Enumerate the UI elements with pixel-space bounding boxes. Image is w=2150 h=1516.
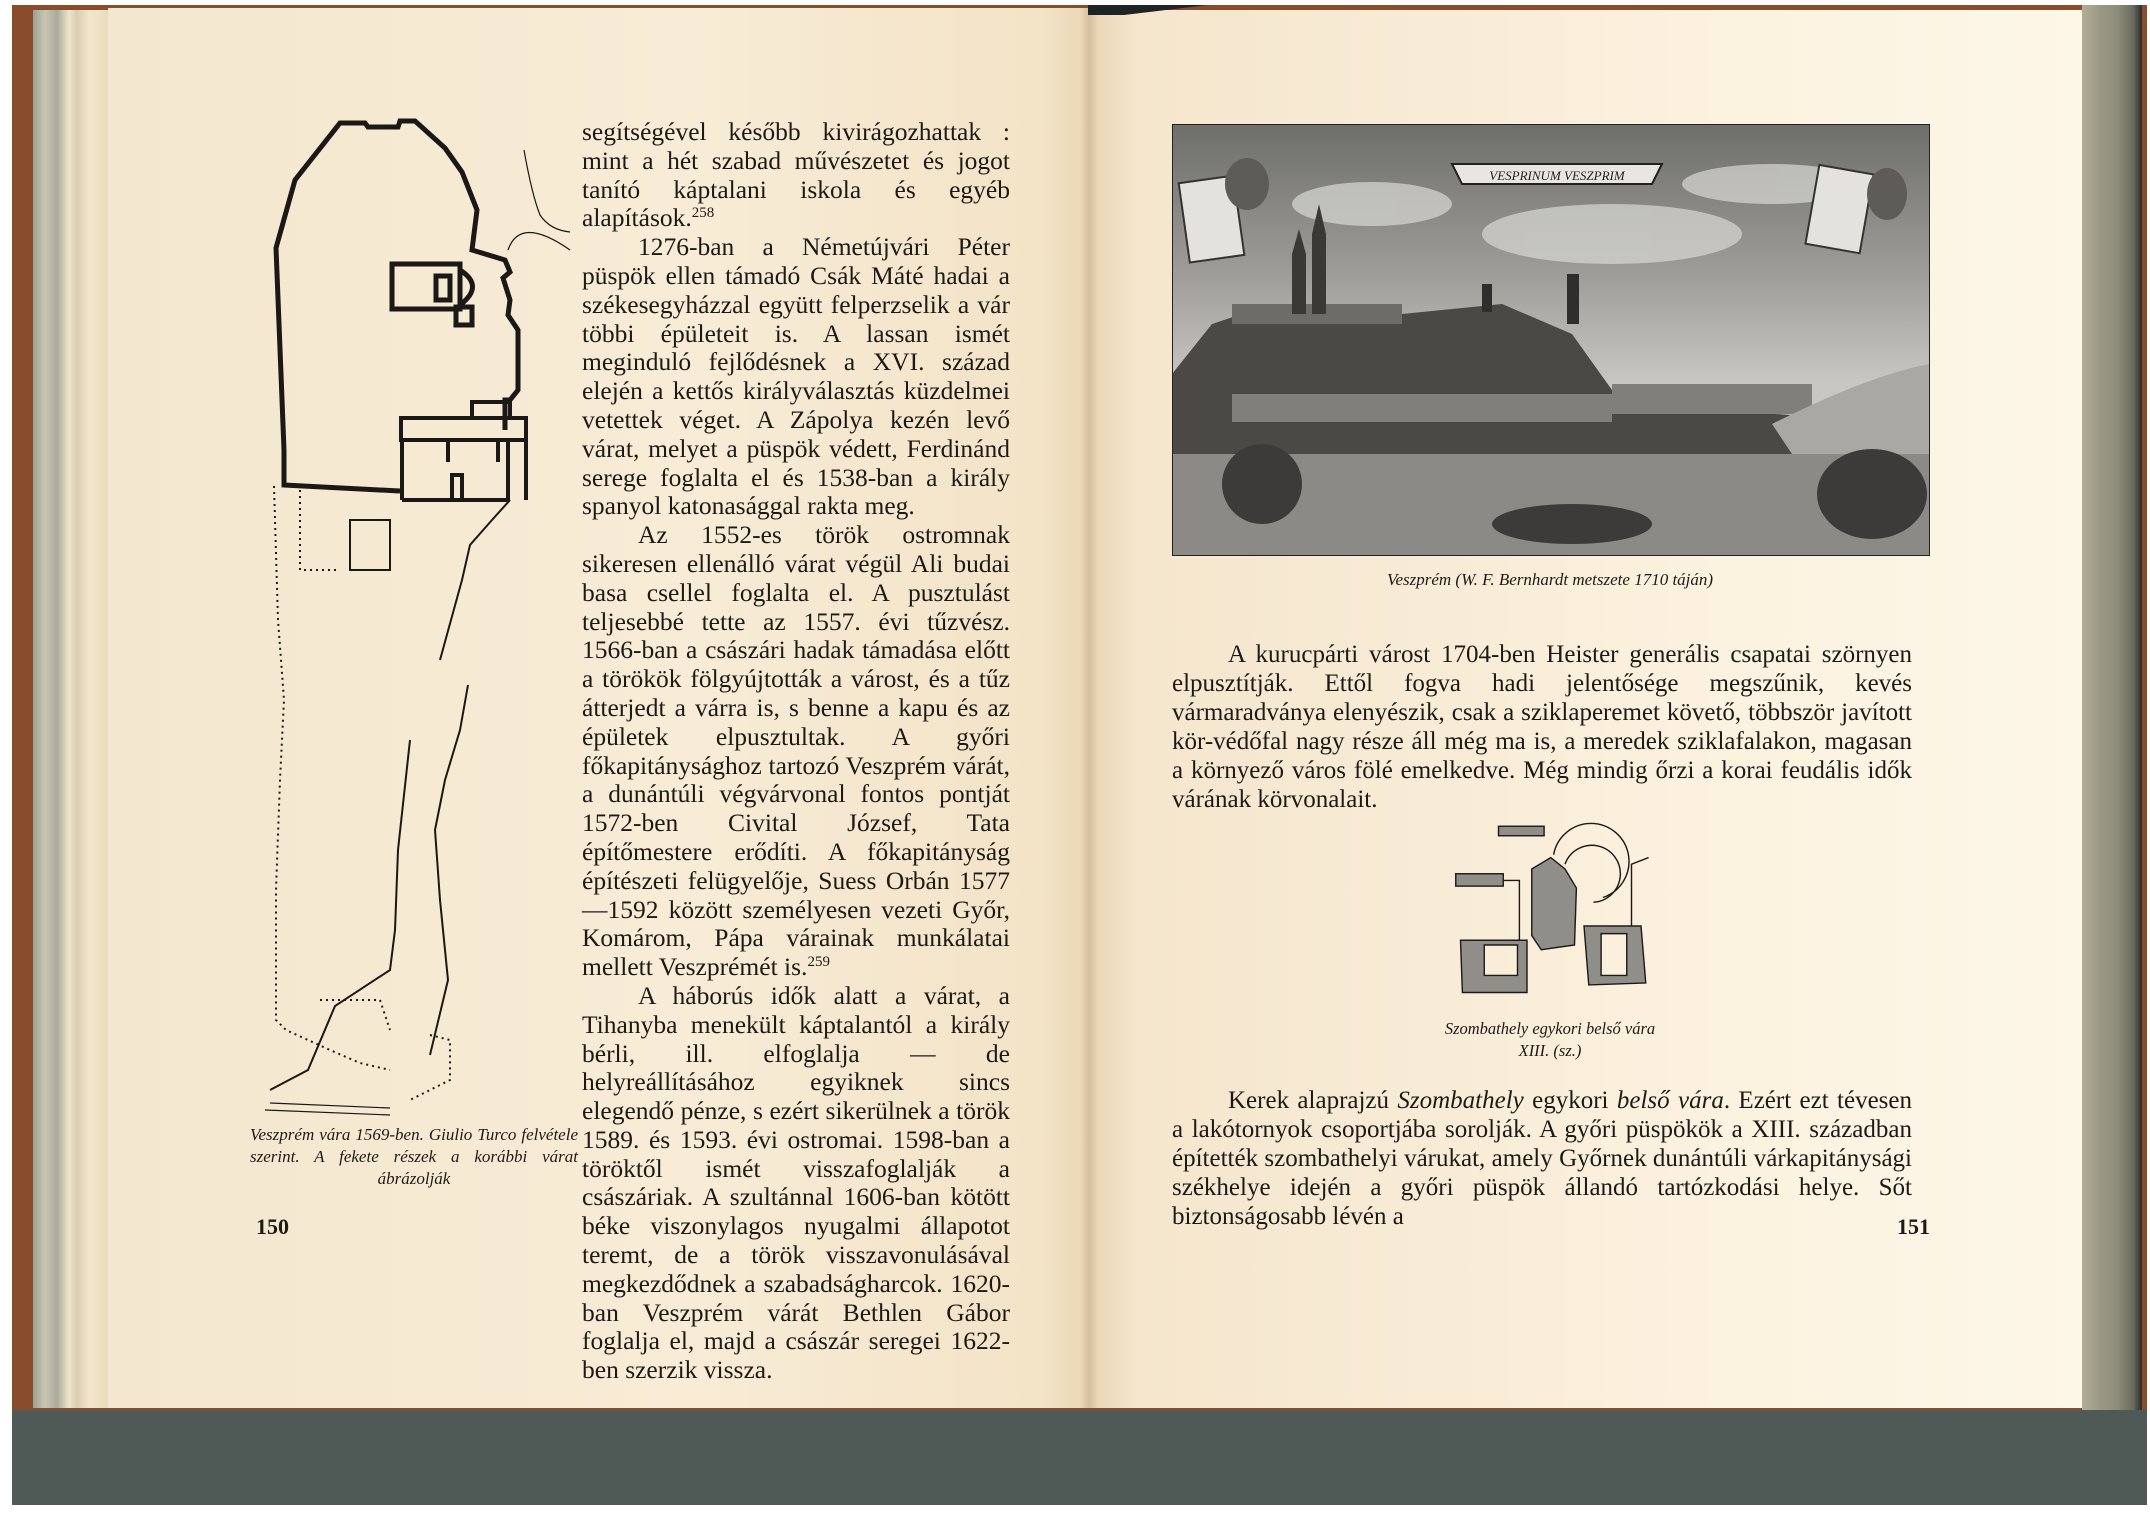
earlier-castle-wall-black [276, 121, 518, 491]
paragraph: A kurucpárti várost 1704-ben Heister generális csapatai szörnyen elpusztítják. Ettől fogva hadi jelentősége megszűnik, kevés vármaradványa elenyészik, csak a sziklaperemet követő, többször javított kör-védőfal nagy része áll még ma is, a meredek sziklafalakon, magasan a környező város fölé emelkedve. Még mindig őrzi a korai feudális idők várának körvonalait. [1172, 641, 1912, 813]
paragraph-text: Az 1552-es török ostromnak sikeresen ellenálló várat végül Ali budai basa csellel foglalta el. A pusztulást teljesebbé tette az 1557. évi tűzvész. 1566-ban a császári hadak támadása előtt a törökök fölgyújtották a várost, és a tűz átterjedt a várra is, s benne a kapu és az épületek elpusztultak. A győri főkapitánysághoz tartozó Veszprém várát, a dunántúli végvárvonal fontos pontját 1572-ben Civital József, Tata építőmestere erődíti. A főkapitányság építészeti felügyelője, Suess Orbán 1577—1592 között személyesen vezeti Győr, Komárom, Pápa várainak munkálatai mellett Veszprémét is. [582, 520, 1010, 982]
dotted-outer-lines [274, 486, 450, 1100]
figure-caption-engraving: Veszprém (W. F. Bernhardt metszete 1710 táján) [1386, 570, 1714, 589]
figure-caption-szombathely-plan [1170, 1018, 1930, 1062]
paragraph [582, 521, 1010, 982]
plan-caption-line-2: XIII. (sz.) [1518, 1041, 1582, 1060]
right-page-stack-edge [2082, 5, 2142, 1410]
footnote-marker: 258 [691, 205, 715, 222]
engraving-banner [1452, 164, 1662, 184]
paragraph: A háborús idők alatt a várat, a Tihanyba menekült káptalantól a király bérli, ill. elfoglalja — de helyreállításához egyiknek sincs elegendő pénze, s ezért sikerülnek a török 1589. és 1593. évi ostromai. 1598-ban a töröktől ismét visszafoglalják a császáriak. A szultánnal 1606-ban kötött béke viszonylagos nyugalmi állapotot teremt, de a török visszavonulásával megkezdődnek a szabadságharcok. 1620-ban Veszprém várát Bethlen Gábor foglalja el, majd a császár seregei 1622-ben szerzik vissza. [582, 980, 1010, 1385]
plan-caption-line-1: Szombathely egykori belső vára [1444, 1019, 1656, 1038]
approach-road-lines [265, 150, 570, 1115]
text-run: Kerek alaprajzú [1228, 1087, 1398, 1114]
left-page-stack-edge [33, 10, 113, 1408]
footnote-marker: 259 [807, 954, 830, 971]
emphasis-szombathely: Szombathely [1397, 1087, 1524, 1114]
left-page-body-text [582, 118, 1010, 1385]
paragraph [1172, 1086, 1912, 1231]
plan-walls [1456, 826, 1646, 992]
emphasis-belso-vara: belső vára [1616, 1087, 1724, 1114]
text-run: egykori [1523, 1087, 1617, 1114]
right-page-paragraph-2 [1172, 1086, 1912, 1231]
later-walls-hatched [270, 500, 510, 1090]
page-number-left: 150 [256, 1214, 289, 1239]
veszprem-castle-plan-figure [240, 100, 580, 1120]
paragraph: 1276-ban a Németújvári Péter püspök ellen támadó Csák Máté hadai a székesegyházzal együtt felperzselik a vár többi épületeit is. A lassan ismét meginduló fejlődésnek a XVI. század elején a kettős királyválasztás küzdelmei vetettek véget. A Zápolya kezén levő várat, melyet a püspök védett, Ferdinánd serege foglalta el és 1538-ban a király spanyol katonasággal rakta meg. [582, 232, 1010, 521]
right-page-paragraph-1 [1172, 640, 1912, 814]
figure-caption-veszprem-plan: Veszprém vára 1569-ben. Giulio Turco felvétele szerint. A fekete részek a korábbi várat ábrázolják [250, 1125, 578, 1188]
szombathely-castle-plan-figure [1430, 812, 1700, 1002]
church-ruin [392, 264, 473, 325]
text-run: . Ezért ezt tévesen a lakótornyok csoportjába sorolják. A győri püspökök a XIII. században építették szombathelyi várukat, amely Győrnek dunántúli várkapitánysági székhelye idején a győri püspök állandó tartózkodási helye. Sőt biztonságosabb lévén a [1172, 1087, 1912, 1230]
veszprem-engraving-image [1172, 124, 1930, 556]
engraving-banner-text: VESPRINUM VESZPRIM [1489, 168, 1625, 183]
page-number-right: 151 [1897, 1214, 1930, 1239]
palace-buildings [401, 402, 526, 500]
gutter [1080, 8, 1098, 1408]
paragraph [582, 118, 1010, 233]
paragraph-text: segítségével később kivirágozhattak : mint a hét szabad művészetet és jogot tanító káptalani iskola és egyéb alapítások. [582, 117, 1010, 233]
